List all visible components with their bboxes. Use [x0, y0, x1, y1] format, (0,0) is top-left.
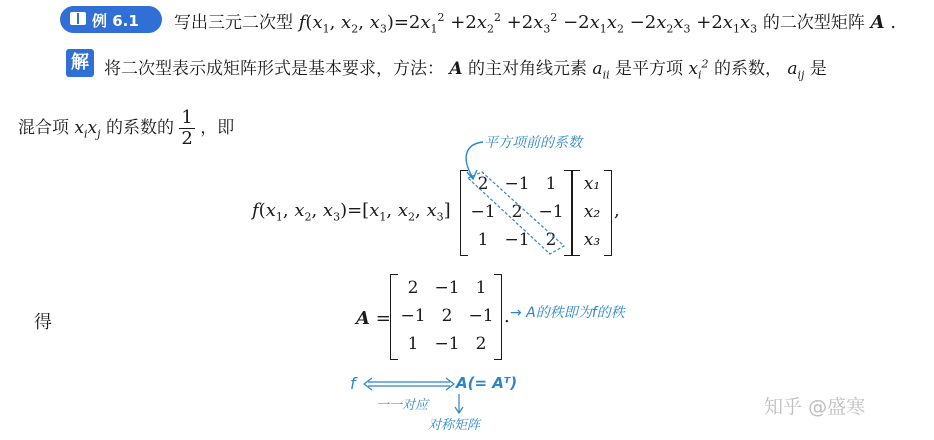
example-badge: 例 6.1: [60, 6, 162, 33]
de-label: 得: [34, 312, 52, 333]
diagonal-highlight: [460, 170, 572, 256]
quadratic-form-lhs: $f(x_1$, $x_2$, $x_3)=[x_1$, $x_2$, $x_3$]: [252, 200, 451, 224]
a-transpose-label: A(= Aᵀ): [456, 374, 518, 392]
f-label: f: [350, 374, 356, 393]
zhihu-watermark: 知乎 @盛寒: [764, 396, 866, 418]
solution-badge: 解: [66, 49, 94, 77]
down-arrow-icon: [452, 392, 466, 416]
solution-line-2: 混合项 $x_ix_j$ 的系数的 $\frac{1}{2}$ ，即: [18, 107, 235, 149]
coefficient-matrix: 2 −1 1 −1 2 −1 1 −1 2: [460, 170, 572, 256]
variable-vector: x₁ x₂ x₃: [572, 170, 612, 256]
double-arrow-icon: [362, 376, 456, 392]
symmetric-note: 对称矩阵: [428, 418, 481, 433]
solution-line-1: 将二次型表示成矩阵形式是基本要求，方法： A 的主对角线元素 $a_{ii}$ 是平方项 $x_i^2$ 的系数， $a_{ij}$ 是: [104, 57, 827, 82]
diagonal-note: 平方项前的系数: [484, 135, 582, 151]
book-icon: [70, 12, 86, 25]
rank-note: → A的秩即为f的秩: [510, 305, 625, 321]
matrix-a-label: A =: [356, 308, 391, 329]
example-statement: 写出三元二次型 $f(x_1$, $x_2$, $x_3)=2x_1^2 +2x_2^2 +2x_3^2 -2x_1x_2 -2x_2x_3 +2x_1x_3$ 的二次型矩阵 A .: [174, 11, 896, 36]
one-to-one-note: 一一对应: [376, 398, 429, 413]
one-half-fraction: $\frac{1}{2}$: [181, 107, 193, 149]
matrix-a: 2 −1 1 −1 2 −1 1 −1 2: [390, 274, 502, 360]
